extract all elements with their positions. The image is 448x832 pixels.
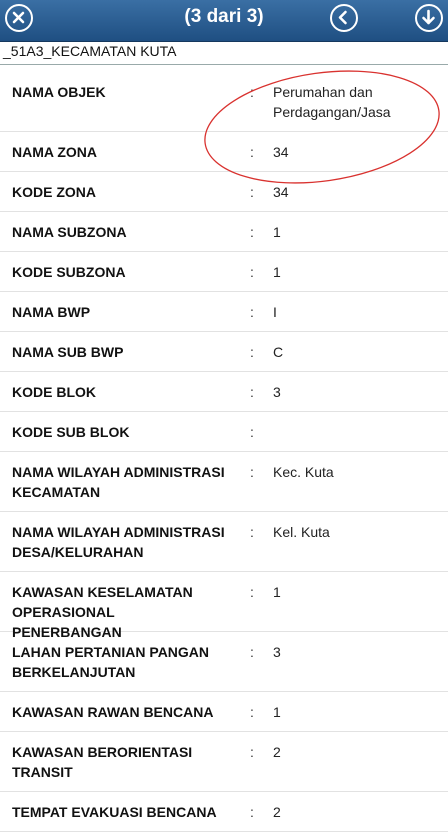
attribute-value: Kec. Kuta <box>273 464 334 480</box>
attribute-row <box>0 172 448 212</box>
separator: : <box>250 584 254 600</box>
attribute-row <box>0 372 448 412</box>
separator: : <box>250 704 254 720</box>
separator: : <box>250 144 254 160</box>
arrow-down-icon[interactable] <box>415 4 443 32</box>
attribute-label: NAMA ZONA <box>12 144 98 160</box>
attribute-value: 1 <box>273 704 281 720</box>
attribute-row <box>0 792 448 832</box>
attribute-row <box>0 732 448 792</box>
layer-name: _51A3_KECAMATAN KUTA <box>0 41 448 65</box>
attribute-value: 34 <box>273 144 289 160</box>
attribute-label: KAWASAN RAWAN BENCANA <box>12 704 214 720</box>
attribute-value: 1 <box>273 224 281 240</box>
separator: : <box>250 224 254 240</box>
attribute-row <box>0 692 448 732</box>
attribute-value: 2 <box>273 804 281 820</box>
attribute-row <box>0 72 448 132</box>
attribute-label: NAMA OBJEK <box>12 84 106 100</box>
attribute-label: KAWASAN BERORIENTASI TRANSIT <box>12 744 193 780</box>
attribute-row <box>0 632 448 692</box>
separator: : <box>250 264 254 280</box>
attribute-row <box>0 212 448 252</box>
attribute-label: KODE BLOK <box>12 384 96 400</box>
attribute-label: NAMA SUBZONA <box>12 224 127 240</box>
attribute-label: KODE SUB BLOK <box>12 424 130 440</box>
attribute-value: I <box>273 304 277 320</box>
attribute-value: Kel. Kuta <box>273 524 330 540</box>
attribute-row <box>0 572 448 640</box>
attribute-row <box>0 412 448 452</box>
attribute-label: NAMA SUB BWP <box>12 344 124 360</box>
attribute-label: KAWASAN KESELAMATAN OPERASIONAL PENERBANGAN <box>12 584 193 640</box>
top-bar <box>0 0 448 42</box>
attribute-label: NAMA WILAYAH ADMINISTRASI KECAMATAN <box>12 464 225 500</box>
separator: : <box>250 804 254 820</box>
attribute-value: 1 <box>273 264 281 280</box>
separator: : <box>250 304 254 320</box>
attribute-row <box>0 292 448 332</box>
attribute-row <box>0 132 448 172</box>
separator: : <box>250 464 254 480</box>
separator: : <box>250 184 254 200</box>
page-title: (3 dari 3) <box>184 6 264 27</box>
attribute-label: KODE ZONA <box>12 184 96 200</box>
attribute-row <box>0 332 448 372</box>
separator: : <box>250 344 254 360</box>
separator: : <box>250 744 254 760</box>
separator: : <box>250 424 254 440</box>
attribute-row <box>0 452 448 512</box>
attribute-value: C <box>273 344 284 360</box>
attribute-value: Perumahan dan Perdagangan/Jasa <box>273 84 391 120</box>
separator: : <box>250 84 254 100</box>
attribute-label: NAMA WILAYAH ADMINISTRASI DESA/KELURAHAN <box>12 524 225 560</box>
attribute-value: 3 <box>273 384 281 400</box>
attribute-label: KODE SUBZONA <box>12 264 126 280</box>
chevron-left-icon[interactable] <box>330 4 358 32</box>
separator: : <box>250 644 254 660</box>
attribute-row <box>0 512 448 572</box>
attribute-label: NAMA BWP <box>12 304 91 320</box>
attribute-row <box>0 252 448 292</box>
separator: : <box>250 384 254 400</box>
attribute-value: 1 <box>273 584 281 600</box>
attribute-value: 2 <box>273 744 281 760</box>
attribute-value: 34 <box>273 184 289 200</box>
attribute-value: 3 <box>273 644 281 660</box>
attribute-label: LAHAN PERTANIAN PANGAN BERKELANJUTAN <box>12 644 210 680</box>
attribute-label: TEMPAT EVAKUASI BENCANA <box>12 804 217 820</box>
separator: : <box>250 524 254 540</box>
